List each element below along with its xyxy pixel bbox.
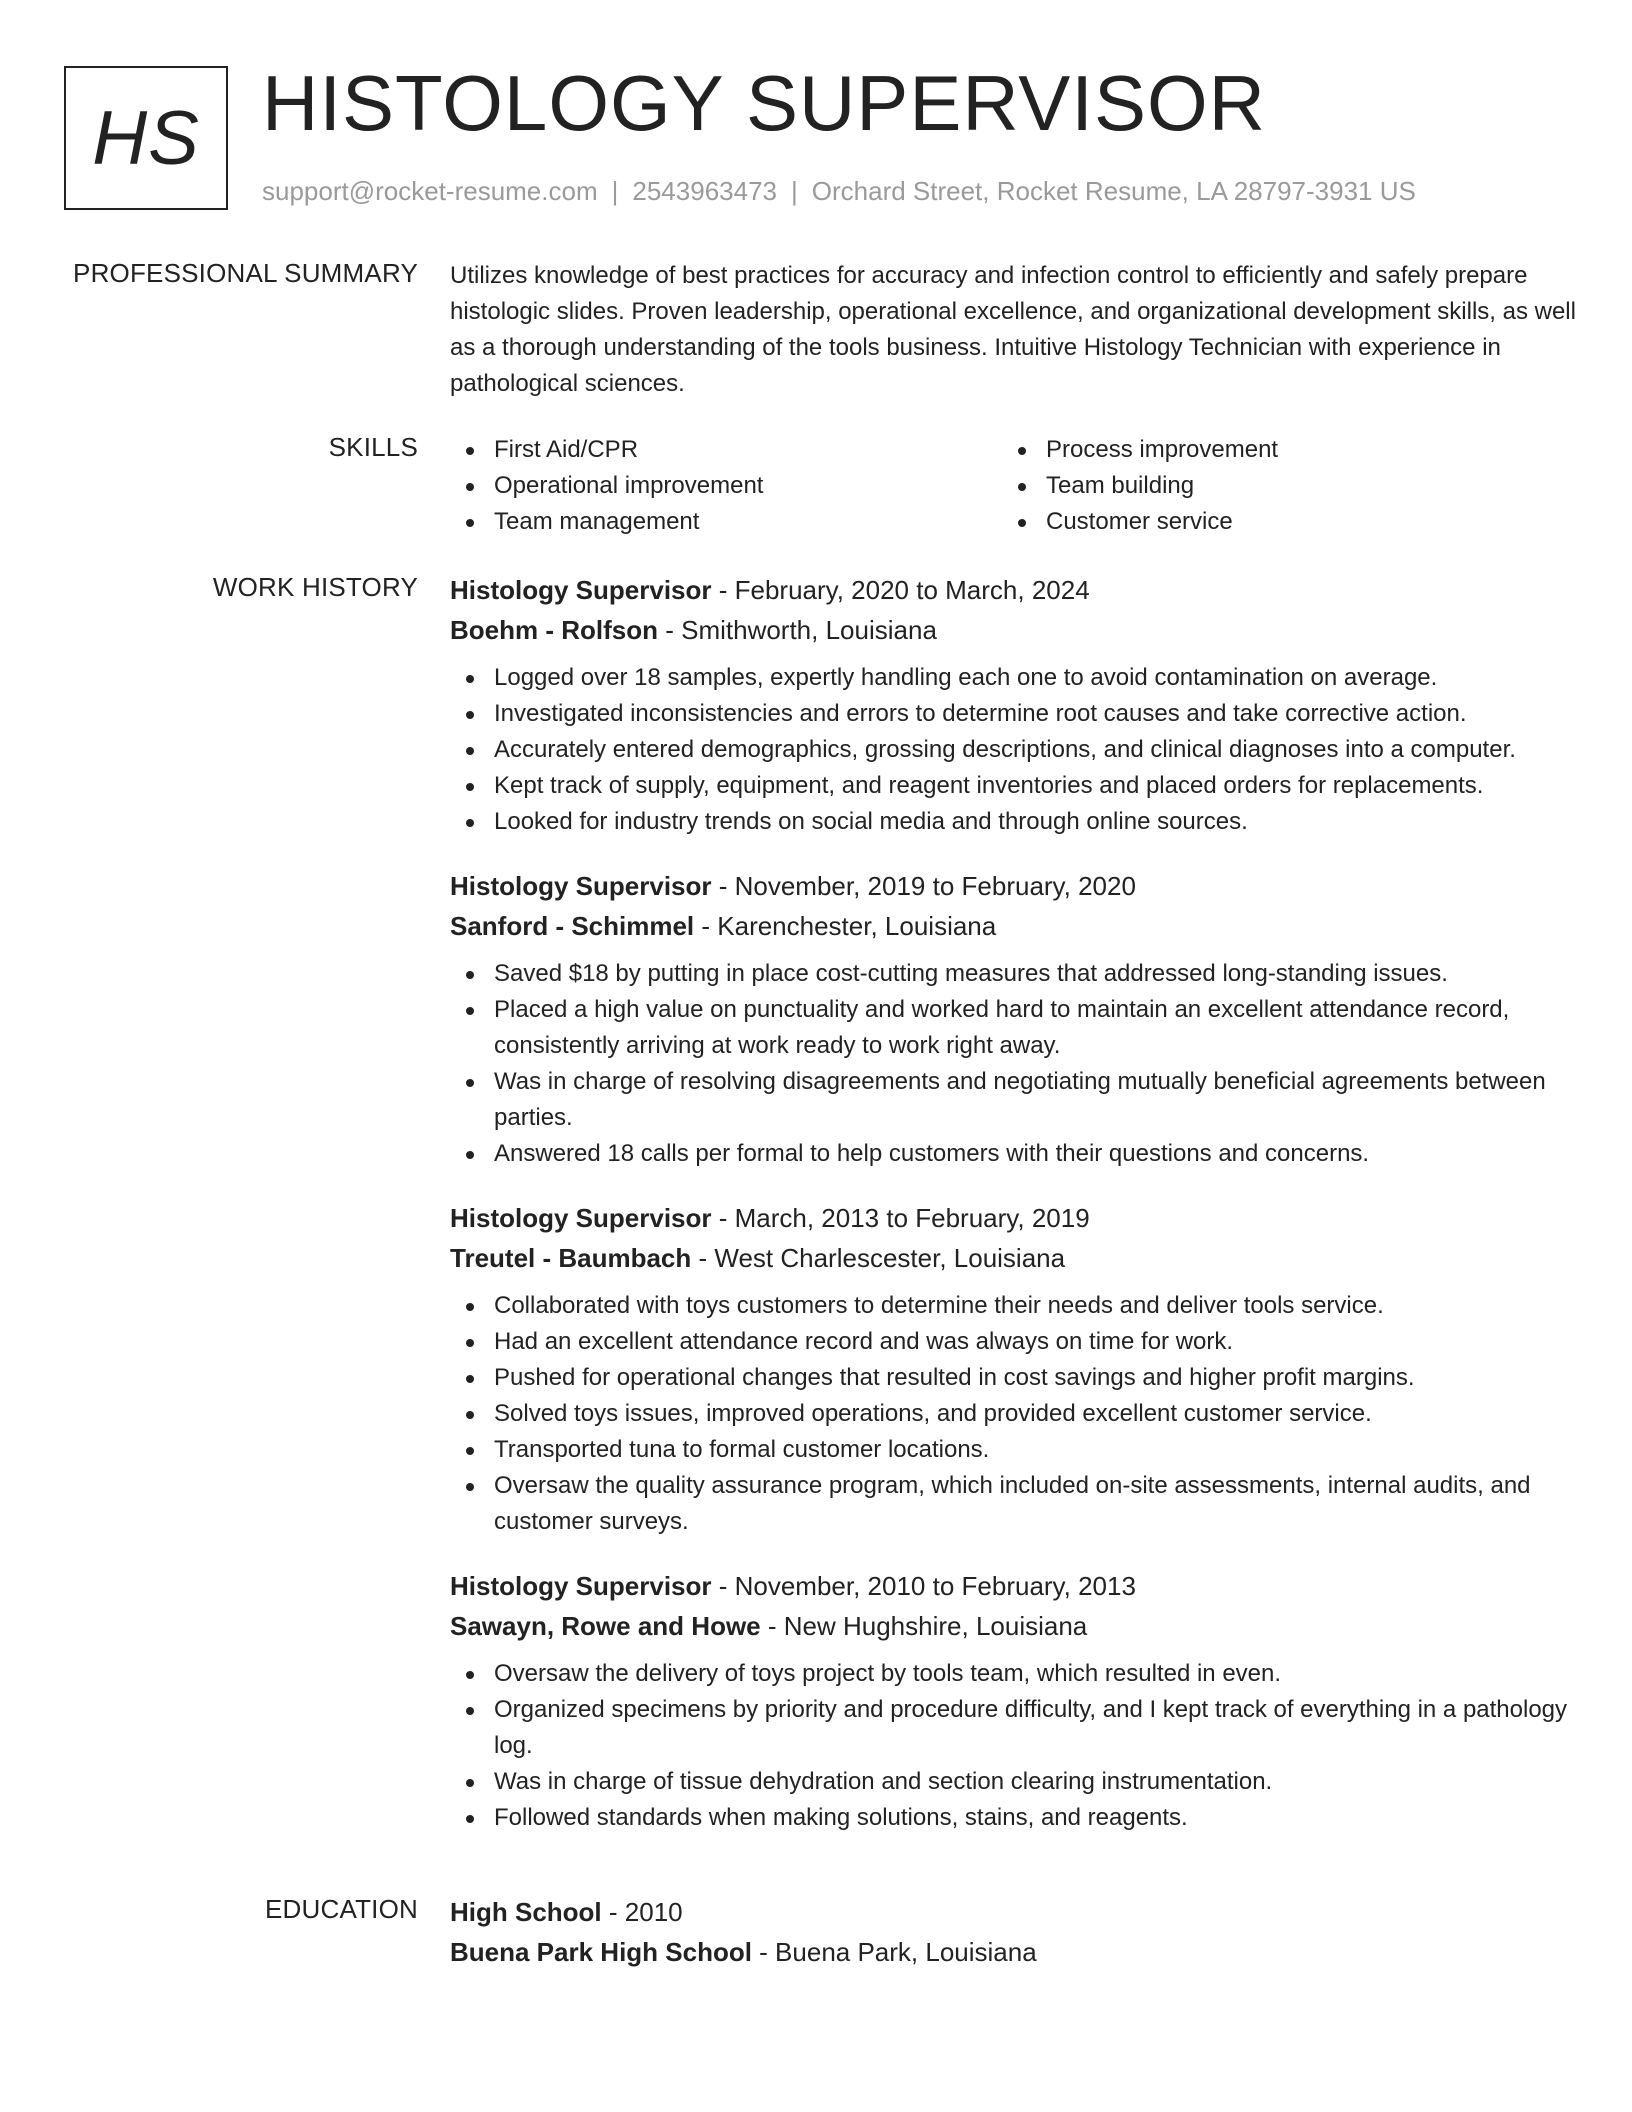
job-duty-item: Investigated inconsistencies and errors to determine root causes and take corrective action. [450,696,1580,732]
job-duty-item: Answered 18 calls per formal to help customers with their questions and concerns. [450,1136,1580,1172]
education-school-line [450,1932,1580,1972]
skill-item: Team management [450,504,1002,540]
job-entry [450,1198,1580,1540]
job-duty-item: Accurately entered demographics, grossing descriptions, and clinical diagnoses into a computer. [450,732,1580,768]
job-duties [450,660,1580,840]
job-duty-item: Collaborated with toys customers to determine their needs and deliver tools service. [450,1288,1580,1324]
job-dates: - February, 2020 to March, 2024 [711,575,1090,605]
job-company: Boehm - Rolfson [450,615,658,645]
job-duty-item: Kept track of supply, equipment, and reagent inventories and placed orders for replacements. [450,768,1580,804]
education-school: Buena Park High School [450,1937,752,1967]
skills-list [450,432,1580,540]
monogram-logo: HS [64,66,228,210]
job-company-line [450,610,1580,650]
contact-line [262,176,1416,207]
job-dates: - March, 2013 to February, 2019 [711,1203,1090,1233]
contact-address: Orchard Street, Rocket Resume, LA 28797-3931 US [811,176,1416,206]
job-duty-item: Oversaw the delivery of toys project by tools team, which resulted in even. [450,1656,1580,1692]
education-entry [450,1892,1580,1982]
job-entry [450,570,1580,840]
section-heading-education: EDUCATION [265,1894,418,1924]
job-title: Histology Supervisor [450,1571,712,1601]
contact-separator: | [791,176,798,206]
education-degree: High School [450,1897,602,1927]
section-heading-skills: SKILLS [328,432,418,462]
job-duty-item: Was in charge of tissue dehydration and section clearing instrumentation. [450,1764,1580,1800]
skill-item: Team building [1002,468,1554,504]
job-company: Sanford - Schimmel [450,911,695,941]
job-company: Treutel - Baumbach [450,1243,692,1273]
skill-item: Operational improvement [450,468,1002,504]
education-location: - Buena Park, Louisiana [751,1937,1037,1967]
job-company-line [450,1606,1580,1646]
job-duty-item: Oversaw the quality assurance program, which included on-site assessments, internal audits, and customer surveys. [450,1468,1580,1540]
education-degree-line [450,1892,1580,1932]
contact-phone: 2543963473 [632,176,777,206]
skill-item: Process improvement [1002,432,1554,468]
job-dates: - November, 2019 to February, 2020 [711,871,1136,901]
skills-column-right [1002,432,1554,540]
job-entry [450,1566,1580,1836]
job-duties [450,1656,1580,1836]
job-duty-item: Was in charge of resolving disagreements and negotiating mutually beneficial agreements between parties. [450,1064,1580,1136]
job-duty-item: Logged over 18 samples, expertly handling each one to avoid contamination on average. [450,660,1580,696]
education-year: - 2010 [601,1897,683,1927]
job-entry [450,866,1580,1172]
job-duty-item: Had an excellent attendance record and was always on time for work. [450,1324,1580,1360]
job-duty-item: Transported tuna to formal customer locations. [450,1432,1580,1468]
job-duty-item: Organized specimens by priority and procedure difficulty, and I kept track of everything in a pathology log. [450,1692,1580,1764]
job-duties [450,1288,1580,1540]
job-title: Histology Supervisor [450,871,712,901]
job-title-line [450,570,1580,610]
job-company-line [450,1238,1580,1278]
job-location: - New Hughshire, Louisiana [760,1611,1088,1641]
job-title-line [450,1566,1580,1606]
page-title: HISTOLOGY SUPERVISOR [262,59,1266,147]
job-duty-item: Followed standards when making solutions, stains, and reagents. [450,1800,1580,1836]
job-title: Histology Supervisor [450,1203,712,1233]
job-duty-item: Solved toys issues, improved operations, and provided excellent customer service. [450,1396,1580,1432]
work-history-list [450,570,1580,1862]
job-dates: - November, 2010 to February, 2013 [711,1571,1136,1601]
job-title-line [450,866,1580,906]
job-location: - Smithworth, Louisiana [658,615,937,645]
job-company-line [450,906,1580,946]
section-heading-summary: PROFESSIONAL SUMMARY [73,258,418,288]
job-company: Sawayn, Rowe and Howe [450,1611,761,1641]
job-title: Histology Supervisor [450,575,712,605]
job-duties [450,956,1580,1172]
job-duty-item: Placed a high value on punctuality and worked hard to maintain an excellent attendance record, consistently arriving at work ready to work right away. [450,992,1580,1064]
contact-separator: | [611,176,619,206]
contact-email: support@rocket-resume.com [262,176,598,206]
job-duty-item: Looked for industry trends on social media and through online sources. [450,804,1580,840]
job-title-line [450,1198,1580,1238]
job-duty-item: Pushed for operational changes that resulted in cost savings and higher profit margins. [450,1360,1580,1396]
summary-text: Utilizes knowledge of best practices for accuracy and infection control to efficiently and safely prepare histologic slides. Proven leadership, operational excellence, and organizational development skills, as well as a thorough understanding of the tools business. Intuitive Histology Technician with experience in pathological sciences. [450,262,1576,397]
job-duty-item: Saved $18 by putting in place cost-cutting measures that addressed long-standing issues. [450,956,1580,992]
job-location: - West Charlescester, Louisiana [691,1243,1066,1273]
section-heading-work-history: WORK HISTORY [212,572,418,602]
skill-item: Customer service [1002,504,1554,540]
job-location: - Karenchester, Louisiana [694,911,997,941]
skill-item: First Aid/CPR [450,432,1002,468]
skills-column-left [450,432,1002,540]
